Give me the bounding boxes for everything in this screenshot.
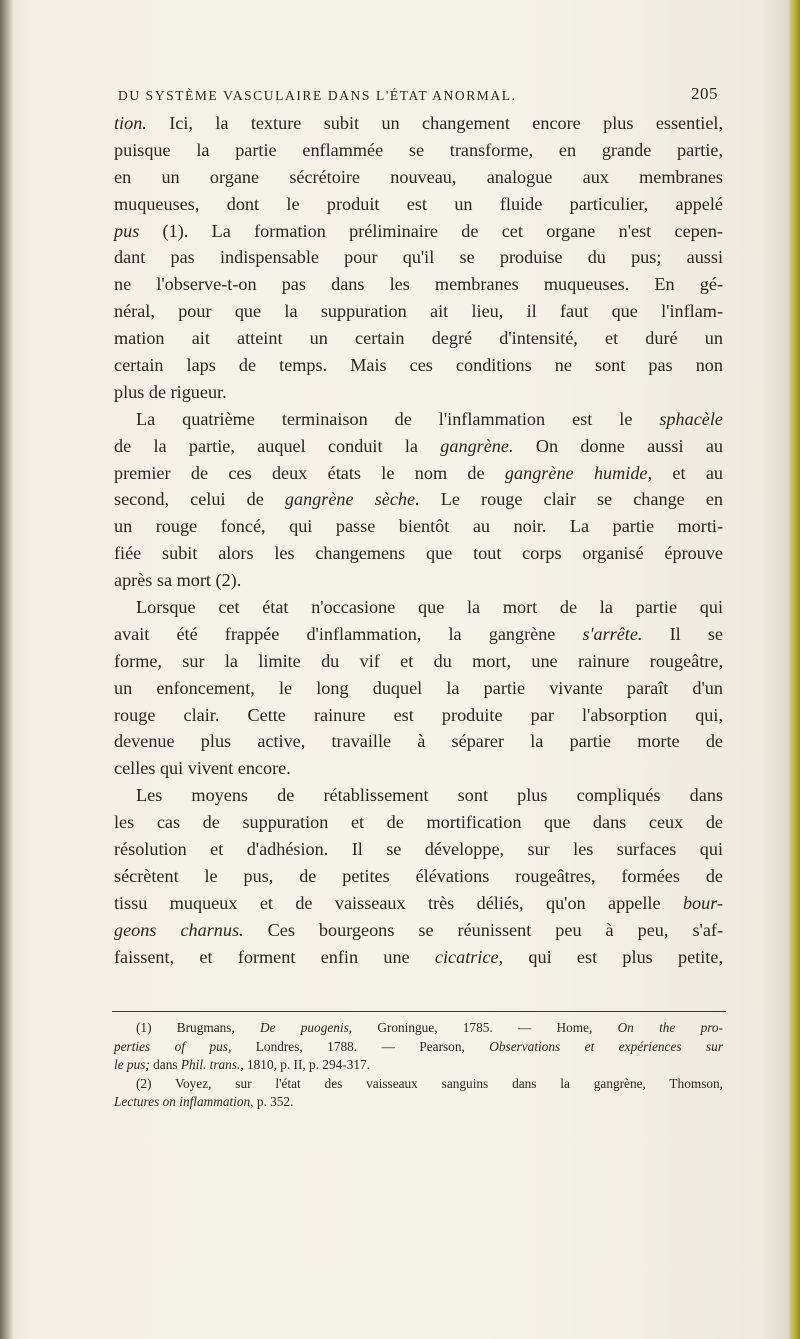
body-text-segment: après sa mort (2). bbox=[114, 570, 242, 591]
body-text-segment: faissent, et forment enfin une bbox=[114, 946, 435, 967]
body-line bbox=[114, 244, 723, 271]
body-line bbox=[114, 836, 723, 863]
footnote-line bbox=[114, 1056, 723, 1075]
body-text-segment: celles qui vivent encore. bbox=[114, 758, 291, 779]
body-line bbox=[114, 863, 723, 890]
footnote-line bbox=[114, 1093, 723, 1112]
page-outer-edge bbox=[788, 0, 800, 1339]
footnotes bbox=[114, 1019, 723, 1112]
body-text-segment: dant pas indispensable pour qu'il se produise du pus; aussi bbox=[114, 247, 723, 268]
body-text-segment: gangrène sèche. bbox=[284, 489, 420, 510]
footnote-line bbox=[114, 1038, 723, 1057]
body-text-segment: un enfoncement, le long duquel la partie vivante paraît d'un bbox=[114, 677, 723, 698]
page-binding-edge bbox=[0, 0, 14, 1339]
footnote-text-segment: Londres, 1788. — Pearson, bbox=[231, 1038, 490, 1054]
body-text-segment: tissu muqueux et de vaisseaux très déliés, qu'on appelle bbox=[114, 892, 683, 913]
body-line bbox=[114, 567, 723, 594]
body-text-segment: second, celui de bbox=[114, 489, 285, 510]
body-line bbox=[114, 325, 723, 352]
body-text-segment: sécrètent le pus, de petites élévations rougeâtres, formées de bbox=[114, 865, 723, 886]
body-text-segment: Les moyens de rétablissement sont plus compliqués dans bbox=[136, 785, 723, 806]
body-text-segment: néral, pour que la suppuration ait lieu, il faut que l'inflam- bbox=[114, 301, 723, 322]
footnote-text-segment: perties of pus, bbox=[114, 1038, 232, 1054]
body-text-segment: forme, sur la limite du vif et du mort, une rainure rougeâtre, bbox=[114, 650, 723, 671]
body-line bbox=[114, 110, 723, 137]
body-line bbox=[114, 755, 723, 782]
body-text-segment: Ici, la texture subit un changement encore plus essentiel, bbox=[146, 113, 723, 133]
body-text-segment: bour- bbox=[682, 892, 723, 913]
body-line bbox=[114, 702, 723, 729]
footnote-text-segment: dans bbox=[149, 1057, 181, 1073]
body-text-segment: qui est plus petite, bbox=[503, 946, 723, 967]
body-text-segment: résolution et d'adhésion. Il se développe, sur les surfaces qui bbox=[114, 839, 723, 860]
body-line bbox=[114, 486, 723, 513]
footnote-text-segment: (2) Voyez, sur l'état des vaisseaux sanguins dans la gangrène, Thomson, bbox=[136, 1075, 723, 1091]
body-text-segment: fiée subit alors les changemens que tout corps organisé éprouve bbox=[114, 543, 723, 564]
body-line bbox=[114, 460, 723, 487]
body-line bbox=[114, 164, 723, 191]
body-text-segment: en un organe sécrétoire nouveau, analogue aux membranes bbox=[114, 166, 723, 187]
body-line bbox=[114, 728, 723, 755]
body-text-segment: (1). La formation préliminaire de cet organe n'est cepen- bbox=[139, 220, 723, 241]
footnote-text-segment: De puogenis, bbox=[260, 1020, 353, 1035]
body-line bbox=[114, 917, 723, 944]
body-text-segment: puisque la partie enflammée se transforme, en grande partie, bbox=[114, 139, 723, 160]
body-text-segment: ne l'observe-t-on pas dans les membranes muqueuses. En gé- bbox=[114, 274, 723, 295]
body-text-segment: mation ait atteint un certain degré d'intensité, et duré un bbox=[114, 328, 723, 349]
body-line bbox=[114, 513, 723, 540]
body-text-segment: un rouge foncé, qui passe bientôt au noir. La partie morti- bbox=[114, 516, 723, 537]
footnote-text-segment: , 1810, p. II, p. 294-317. bbox=[240, 1057, 370, 1073]
body-text-segment: gangrène. bbox=[440, 435, 514, 456]
body-line bbox=[114, 890, 723, 917]
body-line bbox=[114, 621, 723, 648]
body-text-segment: pus bbox=[114, 220, 140, 241]
running-title: DU SYSTÈME VASCULAIRE DANS L'ÉTAT ANORMAL. bbox=[118, 88, 517, 103]
footnote-separator bbox=[112, 1011, 726, 1012]
body-text bbox=[114, 110, 723, 971]
body-line bbox=[114, 944, 723, 971]
body-line bbox=[114, 406, 723, 433]
body-text-segment: avait été frappée d'inflammation, la gangrène bbox=[114, 623, 583, 644]
body-text-segment: Ces bourgeons se réunissent peu à peu, s'af- bbox=[243, 919, 724, 940]
body-text-segment: gangrène humide, bbox=[504, 462, 653, 483]
body-text-segment: rouge clair. Cette rainure est produite par l'absorption qui, bbox=[114, 704, 723, 725]
footnote-text-segment: Groningue, 1785. — Home, bbox=[352, 1020, 618, 1035]
body-text-segment: muqueuses, dont le produit est un fluide particulier, appelé bbox=[114, 193, 723, 214]
footnote-text-segment: (1) Brugmans, bbox=[136, 1020, 260, 1035]
body-line bbox=[114, 137, 723, 164]
body-text-segment: s'arrête. bbox=[582, 623, 643, 644]
body-text-segment: Il se bbox=[642, 623, 723, 644]
body-line bbox=[114, 809, 723, 836]
body-line bbox=[114, 298, 723, 325]
body-text-segment: Le rouge clair se change en bbox=[419, 489, 724, 510]
footnote-line bbox=[114, 1019, 723, 1038]
body-line bbox=[114, 648, 723, 675]
body-text-segment: et au bbox=[652, 462, 724, 483]
body-line bbox=[114, 271, 723, 298]
body-text-segment: On donne aussi au bbox=[513, 435, 723, 456]
body-text-segment: cicatrice, bbox=[434, 946, 504, 967]
body-text-segment: geons charnus. bbox=[114, 919, 244, 940]
body-text-segment: les cas de suppuration et de mortification que dans ceux de bbox=[114, 812, 723, 833]
body-line bbox=[114, 594, 723, 621]
body-line bbox=[114, 540, 723, 567]
body-line bbox=[114, 218, 723, 245]
body-text-segment: tion. bbox=[114, 113, 147, 133]
footnote-text-segment: le pus; bbox=[114, 1057, 150, 1073]
body-text-segment: Lorsque cet état n'occasione que la mort de la partie qui bbox=[136, 597, 723, 618]
body-line bbox=[114, 191, 723, 218]
body-text-segment: de la partie, auquel conduit la bbox=[114, 435, 441, 456]
body-text-segment: devenue plus active, travaille à séparer la partie morte de bbox=[114, 731, 723, 752]
body-text-segment: La quatrième terminaison de l'inflammation est le bbox=[136, 408, 660, 429]
body-text-segment: premier de ces deux états le nom de bbox=[114, 462, 505, 483]
footnote-text-segment: On the pro- bbox=[617, 1020, 723, 1035]
body-text-segment: certain laps de temps. Mais ces conditions ne sont pas non bbox=[114, 355, 723, 376]
footnote-line bbox=[114, 1075, 723, 1094]
body-line bbox=[114, 675, 723, 702]
body-line bbox=[114, 379, 723, 406]
body-text-segment: sphacèle bbox=[659, 408, 723, 429]
footnote-text-segment: Observations et expériences sur bbox=[489, 1038, 723, 1054]
page-header bbox=[118, 84, 718, 108]
body-line bbox=[114, 352, 723, 379]
body-line bbox=[114, 782, 723, 809]
footnote-text-segment: Phil. trans. bbox=[180, 1057, 241, 1073]
page-number: 205 bbox=[691, 84, 718, 103]
body-text-segment: plus de rigueur. bbox=[114, 381, 227, 402]
footnote-text-segment: , p. 352. bbox=[250, 1094, 294, 1110]
body-line bbox=[114, 433, 723, 460]
footnote-text-segment: Lectures on inflammation bbox=[114, 1094, 251, 1110]
